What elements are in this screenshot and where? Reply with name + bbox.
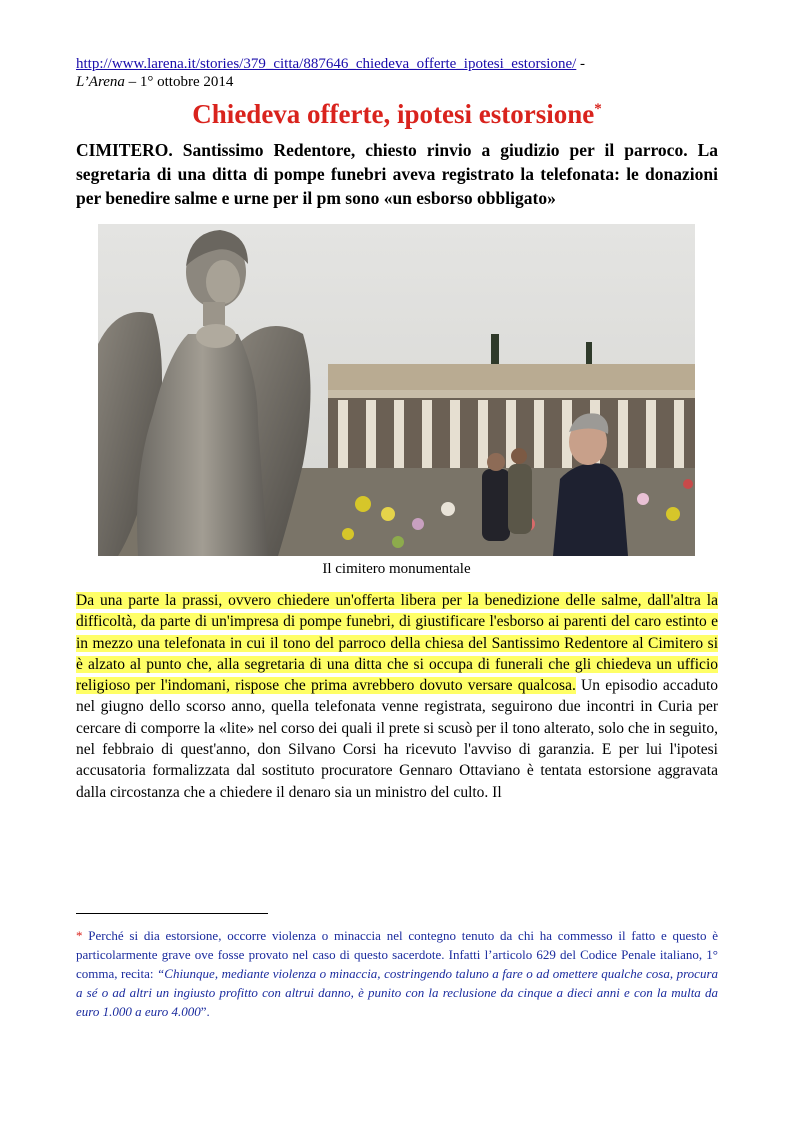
document-page <box>76 55 718 803</box>
image-caption: Il cimitero monumentale <box>322 561 471 577</box>
source-line <box>76 55 718 73</box>
article-figure <box>98 224 695 578</box>
footnote <box>76 926 718 1021</box>
footnote-marker: * <box>76 928 83 943</box>
publication-date: – 1° ottobre 2014 <box>124 74 234 90</box>
url-separator: - <box>580 56 586 72</box>
highlighted-passage: Da una parte la prassi, ovvero chiedere un'offerta libera per la benedizione delle salme, dall'altra la difficoltà, da parte di un'impresa di pompe funebri, di giustificare l'esborso ai parenti del caro estinto e in mezzo una telefonata in cui il tono del parroco della chiesa del Santissimo Redentore al Cimitero si è alzato al punto che, alla segretaria di una ditta che si occupa di funerali che gli chiedeva un ufficio religioso per l'indomani, rispose che prima avrebbero dovuto versare qualcosa. <box>76 592 718 695</box>
byline <box>76 73 718 91</box>
cemetery-photo <box>98 224 695 556</box>
article-body <box>76 590 718 803</box>
body-continuation: Un episodio accaduto nel giugno dello scorso anno, quella telefonata venne registrata, seguirono due incontri in Curia per cercare di comporre la «lite» nel corso dei quali il prete si scusò per il tono alterato, solo che in seguito, nel febbraio di quest'anno, don Silvano Corsi ha ricevuto l'avviso di garanzia. E per lui l'ipotesi accusatoria formalizzata dal sostituto procuratore Gennaro Ottaviano è tentata estorsione aggravata dalla circostanza che a chiedere il denaro sia un ministro del culto. Il <box>76 677 719 801</box>
article-lead: CIMITERO. Santissimo Redentore, chiesto rinvio a giudizio per il parroco. La segretaria di una ditta di pompe funebri aveva registrato la telefonata: le donazioni per benedire salme e urne per il pm sono «un esborso obbligato» <box>76 140 718 208</box>
footnote-separator <box>76 913 268 914</box>
footnote-quote-end: ”. <box>200 1004 210 1019</box>
article-title-text: Chiedeva offerte, ipotesi estorsione <box>192 99 595 129</box>
source-url-link[interactable]: http://www.larena.it/stories/379_citta/887646_chiedeva_offerte_ipotesi_estorsione/ <box>76 56 577 72</box>
article-title <box>76 93 718 130</box>
newspaper-name: L’Arena <box>76 74 125 90</box>
footnote-text: Perché si dia estorsione, occorre violenza o minaccia nel contegno tenuto da chi ha commesso il fatto e questo è particolarmente grave ove fosse provato nel caso di questo sacerdote. Infatti l’articolo 629 del Codice Penale italiano, 1° comma, recita: <box>76 928 718 981</box>
title-footnote-marker[interactable]: * <box>594 101 602 117</box>
footnote-quote: “Chiunque, mediante violenza o minaccia, costringendo taluno a fare o ad omettere qualche cosa, procura a sé o ad altri un ingiusto profitto con altrui danno, è punito con la reclusione da cinque a dieci anni e con la multa da euro 1.000 a euro 4.000 <box>76 966 718 1019</box>
